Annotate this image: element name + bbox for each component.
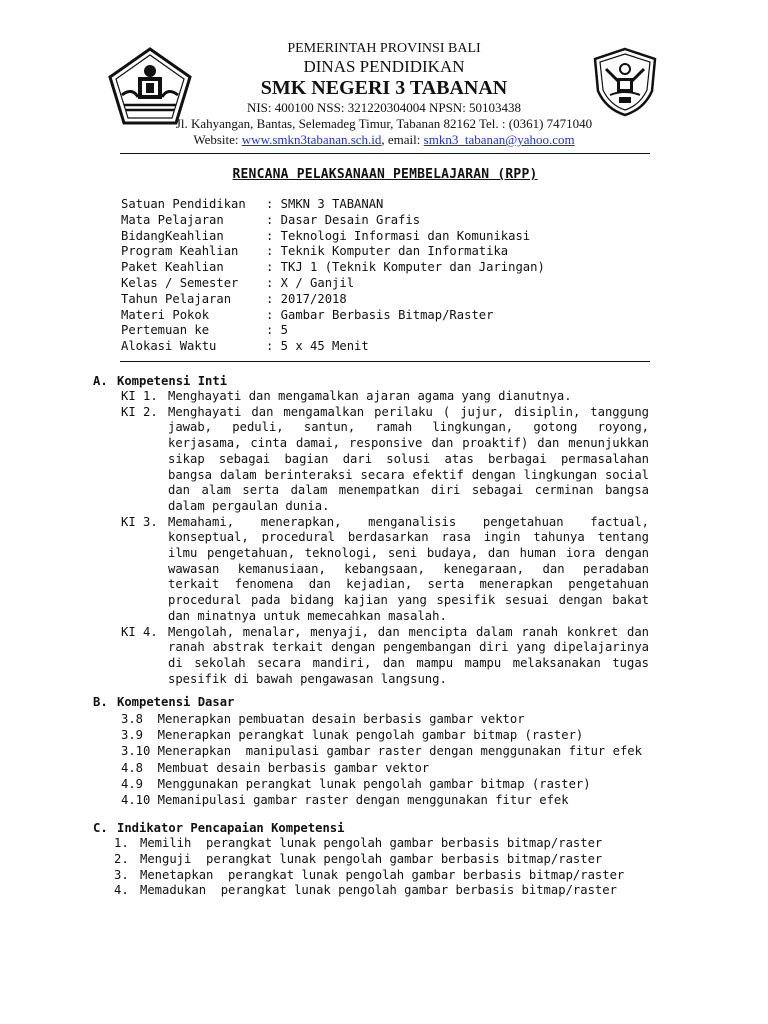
website-link[interactable]: www.smkn3tabanan.sch.id: [241, 132, 382, 147]
kompetensi-inti-list: [121, 389, 649, 687]
section-letter: C.: [93, 821, 108, 835]
letterhead-department: DINAS PENDIDIKAN: [303, 57, 465, 76]
section-title: Kompetensi Inti: [117, 374, 228, 388]
identity-key: Mata Pelajaran: [121, 212, 224, 227]
identity-value: : SMKN 3 TABANAN: [266, 197, 384, 211]
identity-value: : 5 x 45 Menit: [266, 339, 369, 354]
website-label: Website:: [193, 132, 242, 147]
identity-key: Program Keahlian: [121, 244, 239, 259]
item-number: KI 3.: [121, 514, 158, 529]
identity-key: Tahun Pelajaran: [121, 291, 232, 306]
identity-value: : 2017/2018: [266, 291, 347, 306]
item-number: 4.: [114, 883, 129, 898]
section-title: Kompetensi Dasar: [117, 695, 235, 709]
item-number: KI 1.: [121, 389, 158, 403]
letterhead-province: PEMERINTAH PROVINSI BALI: [287, 41, 481, 56]
identity-key: Satuan Pendidikan: [121, 197, 246, 211]
list-item: [114, 868, 674, 884]
email-label: , email:: [381, 132, 424, 147]
item-text: Menguji perangkat lunak pengolah gambar berbasis bitmap/raster: [140, 851, 603, 866]
identity-value: : Dasar Desain Grafis: [266, 212, 421, 227]
item-number: 2.: [114, 851, 129, 866]
item-number: KI 2.: [121, 404, 158, 419]
identity-row: [121, 323, 661, 339]
identity-value: : 5: [266, 323, 289, 338]
item-text: Memahami, menerapkan, menganalisis pengetahuan factual, konseptual, procedural berdasarkan rasa ingin tahunya tentang ilmu pengetahuan, teknologi, seni budaya, dan human iora dengan wawasan kemanusiaan, kebangsaan, kenegaraan, dan peradaban terkait fenomena dan kejadian, serta menerapkan pengetahuan procedural pada bidang kajian yang spesifik sesuai dengan bakat dan minatnya untuk memecahkan masalah.: [168, 514, 649, 623]
email-link[interactable]: smkn3_tabanan@yahoo.com: [423, 132, 575, 147]
identity-value: : TKJ 1 (Teknik Komputer dan Jaringan): [266, 260, 545, 275]
list-item: 3.8 Menerapkan pembuatan desain berbasis gambar vektor: [121, 712, 525, 726]
identity-key: Pertemuan ke: [121, 323, 210, 338]
list-item: [114, 836, 674, 852]
identity-value: : Gambar Berbasis Bitmap/Raster: [266, 307, 494, 322]
header-divider: [120, 153, 650, 154]
identity-key: Materi Pokok: [121, 307, 210, 322]
section-title: Indikator Pencapaian Kompetensi: [117, 821, 345, 835]
identity-row: [121, 260, 661, 276]
item-text: Menetapkan perangkat lunak pengolah gambar berbasis bitmap/raster: [140, 867, 625, 882]
identity-row: [121, 229, 661, 245]
item-number: KI 4.: [121, 624, 158, 639]
indikator-list: [114, 836, 674, 899]
identity-row: [121, 197, 661, 213]
letterhead-address: Jl. Kahyangan, Bantas, Selemadeg Timur, Tabanan 82162 Tel. : (0361) 7471040: [175, 116, 593, 131]
list-item: [114, 852, 674, 868]
item-text: Memadukan perangkat lunak pengolah gambar berbasis bitmap/raster: [140, 883, 617, 898]
identity-divider: [120, 361, 650, 362]
list-item: [121, 389, 649, 405]
identity-key: Kelas / Semester: [121, 275, 239, 290]
identity-key: Alokasi Waktu: [121, 339, 217, 354]
list-item: 4.8 Membuat desain berbasis gambar vektor: [121, 760, 430, 775]
letterhead-ids: NIS: 400100 NSS: 321220304004 NPSN: 50103438: [246, 100, 522, 115]
identity-row: [121, 339, 661, 355]
identity-row: [121, 308, 661, 324]
item-text: Menghayati dan mengamalkan ajaran agama yang dianutnya.: [168, 389, 572, 403]
item-text: Menghayati dan mengamalkan perilaku ( jujur, disiplin, tanggung jawab, peduli, santun, ramah lingkungan, gotong royong, kerjasama, cinta damai, responsive dan proaktif) dan menunjukkan sikap sebagai bagian dari solusi atas berbagai permasalahan bangsa dalam berinteraksi secara efektif dengan lingkungan social dan alam serta dalam menempatkan diri sebagai cerminan bangsa dalam pergaulan dunia.: [168, 404, 649, 513]
list-item: 3.10 Menerapkan manipulasi gambar raster dengan menggunakan fitur efek: [121, 744, 642, 759]
list-item: [121, 515, 649, 625]
section-b-heading: [93, 695, 234, 709]
section-c-heading: [93, 821, 344, 835]
identity-row: [121, 213, 661, 229]
list-item: [121, 625, 649, 688]
identity-row: [121, 292, 661, 308]
list-item: 3.9 Menerapkan perangkat lunak pengolah gambar bitmap (raster): [121, 728, 584, 743]
list-item: [121, 405, 649, 515]
list-item: 4.10 Memanipulasi gambar raster dengan menggunakan fitur efek: [121, 793, 569, 808]
item-number: 3.: [114, 867, 129, 882]
document-title: RENCANA PELAKSANAAN PEMBELAJARAN (RPP): [232, 167, 538, 182]
identity-row: [121, 276, 661, 292]
identity-table: [121, 197, 661, 355]
kompetensi-dasar-list: [121, 711, 661, 808]
section-letter: A.: [93, 374, 108, 388]
identity-key: BidangKeahlian: [121, 228, 224, 243]
identity-value: : X / Ganjil: [266, 275, 355, 290]
identity-key: Paket Keahlian: [121, 260, 224, 275]
section-letter: B.: [93, 695, 108, 709]
letterhead: [100, 40, 668, 148]
list-item: 4.9 Menggunakan perangkat lunak pengolah gambar bitmap (raster): [121, 776, 591, 791]
section-a-heading: [93, 374, 227, 388]
identity-value: : Teknik Komputer dan Informatika: [266, 244, 509, 259]
list-item: [114, 883, 674, 899]
item-text: Mengolah, menalar, menyaji, dan mencipta dalam ranah konkret dan ranah abstrak terkait dengan pengembangan diri yang dipelajarinya di sekolah secara mandiri, dan mampu mampu melaksanakan tugas spesifik di bawah pengawasan langsung.: [168, 624, 649, 686]
item-number: 1.: [114, 836, 129, 850]
letterhead-school-name: SMK NEGERI 3 TABANAN: [260, 77, 508, 99]
identity-value: : Teknologi Informasi dan Komunikasi: [266, 228, 531, 243]
identity-row: [121, 244, 661, 260]
letterhead-contacts: [100, 132, 668, 148]
item-text: Memilih perangkat lunak pengolah gambar berbasis bitmap/raster: [140, 836, 603, 850]
